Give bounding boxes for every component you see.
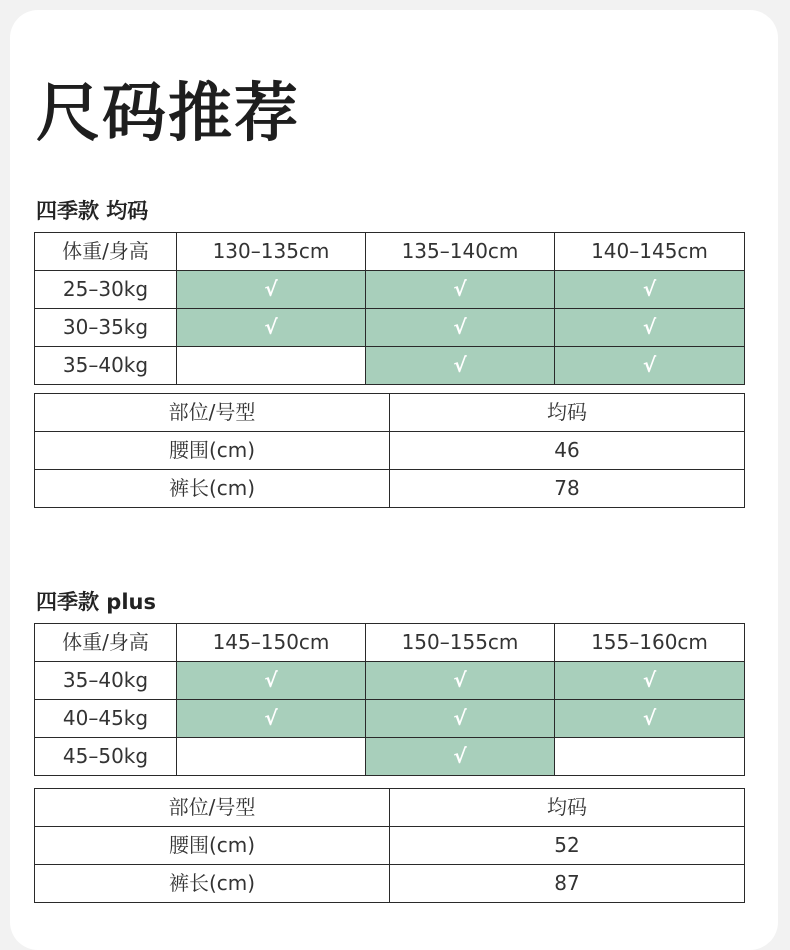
grid-row xyxy=(35,347,745,385)
grid-header-row xyxy=(35,624,745,662)
fit-grid-standard xyxy=(34,232,745,385)
fit-empty-cell xyxy=(177,738,366,776)
grid-row xyxy=(35,700,745,738)
size-header-row xyxy=(35,394,745,432)
size-table-plus xyxy=(34,788,745,903)
fit-check-cell: √ xyxy=(366,347,555,385)
grid-row xyxy=(35,309,745,347)
fit-check-cell: √ xyxy=(555,700,745,738)
section-title-standard: 四季款 均码 xyxy=(36,199,149,223)
page-title: 尺码推荐 xyxy=(36,77,300,151)
fit-check-cell: √ xyxy=(366,662,555,700)
size-part: 裤长(cm) xyxy=(35,865,390,903)
fit-check-cell: √ xyxy=(555,271,745,309)
size-row xyxy=(35,432,745,470)
size-row xyxy=(35,470,745,508)
fit-check-cell: √ xyxy=(366,738,555,776)
fit-grid-plus xyxy=(34,623,745,776)
fit-check-cell: √ xyxy=(177,271,366,309)
fit-check-cell: √ xyxy=(555,309,745,347)
fit-check-cell: √ xyxy=(555,662,745,700)
height-header: 150–155cm xyxy=(366,624,555,662)
weight-label: 25–30kg xyxy=(35,271,177,309)
weight-label: 35–40kg xyxy=(35,347,177,385)
height-header: 135–140cm xyxy=(366,233,555,271)
fit-check-cell: √ xyxy=(177,309,366,347)
grid-row xyxy=(35,662,745,700)
size-header-value: 均码 xyxy=(390,789,745,827)
weight-label: 40–45kg xyxy=(35,700,177,738)
grid-row xyxy=(35,271,745,309)
size-part: 裤长(cm) xyxy=(35,470,390,508)
weight-label: 30–35kg xyxy=(35,309,177,347)
size-row xyxy=(35,827,745,865)
fit-check-cell: √ xyxy=(366,271,555,309)
grid-corner-label: 体重/身高 xyxy=(35,624,177,662)
fit-check-cell: √ xyxy=(366,700,555,738)
grid-header-row xyxy=(35,233,745,271)
fit-check-cell: √ xyxy=(177,662,366,700)
fit-check-cell: √ xyxy=(366,309,555,347)
size-part: 腰围(cm) xyxy=(35,827,390,865)
size-header-row xyxy=(35,789,745,827)
height-header: 145–150cm xyxy=(177,624,366,662)
fit-empty-cell xyxy=(177,347,366,385)
size-header-part: 部位/号型 xyxy=(35,789,390,827)
size-header-value: 均码 xyxy=(390,394,745,432)
size-table-standard xyxy=(34,393,745,508)
section-title-plus: 四季款 plus xyxy=(36,590,156,614)
fit-empty-cell xyxy=(555,738,745,776)
weight-label: 35–40kg xyxy=(35,662,177,700)
height-header: 130–135cm xyxy=(177,233,366,271)
size-value: 46 xyxy=(390,432,745,470)
size-value: 52 xyxy=(390,827,745,865)
weight-label: 45–50kg xyxy=(35,738,177,776)
grid-row xyxy=(35,738,745,776)
fit-check-cell: √ xyxy=(177,700,366,738)
size-header-part: 部位/号型 xyxy=(35,394,390,432)
fit-check-cell: √ xyxy=(555,347,745,385)
size-part: 腰围(cm) xyxy=(35,432,390,470)
height-header: 155–160cm xyxy=(555,624,745,662)
size-value: 87 xyxy=(390,865,745,903)
size-row xyxy=(35,865,745,903)
size-value: 78 xyxy=(390,470,745,508)
height-header: 140–145cm xyxy=(555,233,745,271)
grid-corner-label: 体重/身高 xyxy=(35,233,177,271)
